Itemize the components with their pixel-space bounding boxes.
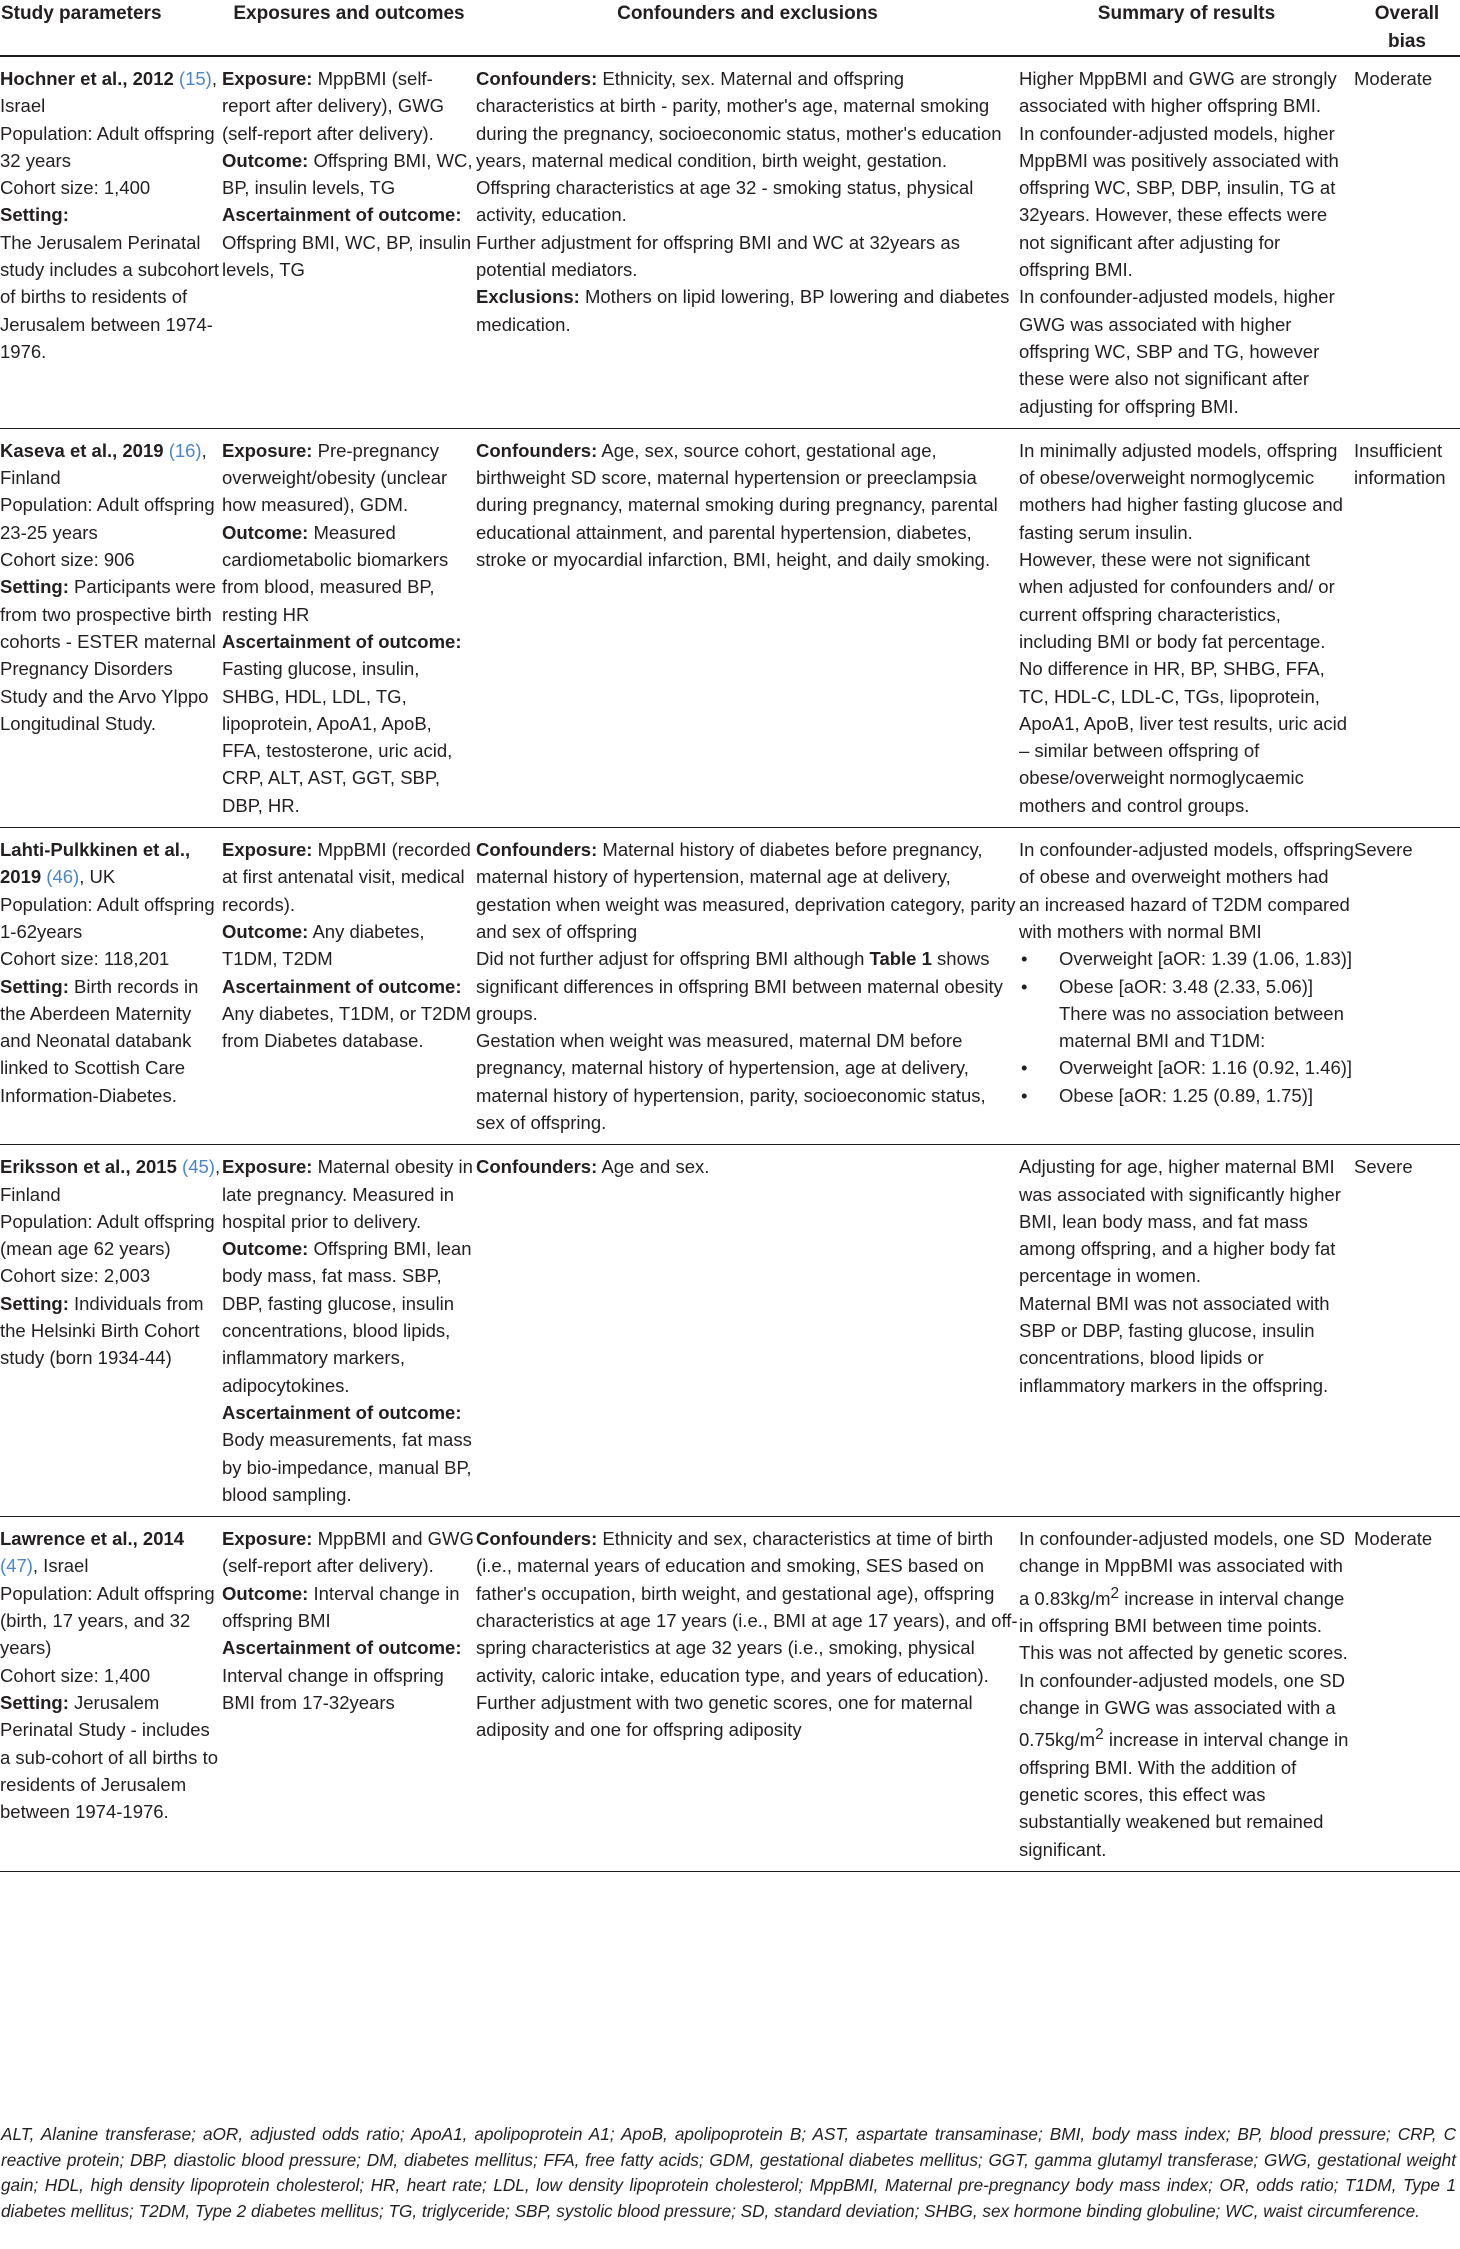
study-cohort: Cohort size: 1,400 [0,1664,151,1686]
study-location: , UK [79,866,116,888]
outcome-text: Offspring BMI, lean body mass, fat mass. SBP, DBP, fasting glucose, insulin concentrations, blood lipids, inflammatory markers, adipocytokines. [222,1238,472,1396]
study-location: , Finland [0,439,207,489]
confounders-note-end: shows significant differences in offspring BMI between maternal obesity groups. [476,948,1003,1024]
summary-cell [1019,1517,1354,1872]
outcome-text: Measured cardiometabolic biomarkers from blood, measured BP, resting HR [222,521,449,625]
exposure-cell [222,56,476,428]
study-population: Population: Adult offspring (mean age 62 years) [0,1210,215,1260]
study-parameters-cell [0,56,222,428]
exclusions-text: Mothers on lipid lowering, BP lowering and diabetes medication. [476,286,1010,335]
summary-paragraph: There was no association between maternal BMI and T1DM: [1059,1002,1344,1052]
confounders-text: Age, sex, source cohort, gestational age, birthweight SD score, maternal hypertension or preeclampsia during pregnancy, maternal smoking during pregnancy, parental educational attainment, and parental hypertension, diabetes, stroke or myocardial infarction, BMI, height, and daily smoking. [476,439,998,571]
bias-cell: Moderate [1354,1517,1460,1872]
confounders-text: Ethnicity, sex. Maternal and offspring characteristics at birth - parity, mother's age, maternal smoking during the pregnancy, socioeconomic status, mother's education years, maternal medical condition, birth weight, gestation. Offspring characteristics at age 32 - smoking status, physical activity, education. [476,68,1002,226]
exposure-cell [222,1145,476,1517]
confounders-label: Confounders: [476,839,598,861]
summary-paragraph: No difference in HR, BP, SHBG, FFA, TC, HDL-C, LDL-C, TGs, lipoprotein, ApoA1, ApoB, liver test results, uric acid – similar between offspring of obese/overweight normoglycaemic mothers and control groups. [1019,658,1348,816]
citation-link[interactable]: (15) [178,68,212,89]
citation-link[interactable]: (45) [182,1156,215,1178]
summary-paragraph: However, these were not significant when adjusted for confounders and/ or current offspring characteristics, including BMI or body fat percentage. [1019,549,1335,652]
exposure-text: Maternal obesity in late pregnancy. Measured in hospital prior to delivery. [222,1156,473,1232]
study-location: , Israel [32,1555,89,1577]
study-population: Population: Adult offspring (birth, 17 years, and 32 years) [0,1582,215,1659]
study-setting: Jerusalem Perinatal Study - includes a sub-cohort of all births to residents of Jerusalem between 1974-1976. [0,1691,218,1823]
list-item: • Obese [aOR: 3.48 (2.33, 5.06)] [1019,973,1354,1000]
exposure-label: Exposure: [222,68,313,89]
confounders-text: Age and sex. [597,1156,710,1178]
confounders-label: Confounders: [476,1528,598,1550]
exposure-label: Exposure: [222,439,313,461]
table-row [0,828,1460,1145]
exclusions-label: Exclusions: [476,286,580,308]
ascertainment-label: Ascertainment of outcome: [222,975,462,997]
confounders-extra: Gestation when weight was measured, maternal DM before pregnancy, maternal history of hypertension, age at delivery, maternal history of hypertension, parity, socioeconomic status, sex of offspring. [476,1030,986,1133]
summary-paragraph: In confounder-adjusted models, higher GWG was associated with higher offspring WC, SBP and TG, however these were also not significant after adjusting for offspring BMI. [1019,286,1335,417]
header-summary: Summary of results [1019,0,1354,56]
confounders-cell [476,428,1019,827]
summary-cell [1019,56,1354,428]
ascertainment-text: Fasting glucose, insulin, SHBG, HDL, LDL, TG, lipoprotein, ApoA1, ApoB, FFA, testosterone, uric acid, CRP, ALT, AST, GGT, SBP, DBP, HR. [222,658,453,816]
summary-bullet-list [1019,945,1354,1000]
study-location: , Israel [0,68,217,117]
setting-label: Setting: [0,204,69,226]
exposure-cell [222,1517,476,1872]
setting-label: Setting: [0,1691,69,1713]
summary-paragraph: In confounder-adjusted models, higher MppBMI was positively associated with offspring WC, SBP, DBP, insulin, TG at 32years. However, these effects were not significant after adjusting for offspring BMI. [1019,122,1339,281]
study-cohort: Cohort size: 906 [0,549,135,571]
table-row [0,56,1460,428]
confounders-label: Confounders: [476,1156,598,1178]
study-author: Kaseva et al., 2019 [0,439,164,461]
summary-paragraph: Adjusting for age, higher maternal BMI was associated with significantly higher BMI, lean body mass, and fat mass among offspring, and a higher body fat percentage in women. [1019,1156,1341,1287]
setting-label: Setting: [0,576,69,598]
table-footnote: ALT, Alanine transferase; aOR, adjusted odds ratio; ApoA1, apolipoprotein A1; ApoB, apolipoprotein B; AST, aspartate transaminase; BMI, body mass index; BP, blood pressure; CRP, C reactive protein; DBP, diastolic blood pressure; DM, diabetes mellitus; FFA, free fatty acids; GDM, gestational diabetes mellitus; GGT, gamma glutamyl transferase; GWG, gestational weight gain; HDL, high density lipoprotein cholesterol; HR, heart rate; LDL, low density lipoprotein cholesterol; MppBMI, Maternal pre-pregnancy body mass index; OR, odds ratio; T1DM, Type 1 diabetes mellitus; T2DM, Type 2 diabetes mellitus; TG, triglyceride; SBP, systolic blood pressure; SD, standard deviation; SHBG, sex hormone binding globuline; WC, waist circumference. [1,2124,1456,2221]
superscript: 2 [1095,1726,1104,1744]
header-overall-bias: Overall bias [1354,0,1460,56]
study-parameters-cell [0,428,222,827]
confounders-text: Maternal history of diabetes before pregnancy, maternal history of hypertension, maternal age at delivery, gestation when weight was measured, deprivation category, parity and sex of offspring [476,839,1016,942]
bias-cell: Severe [1354,1145,1460,1517]
ascertainment-label: Ascertainment of outcome: [222,630,462,652]
table-reference: Table 1 [869,948,932,970]
confounders-label: Confounders: [476,68,598,89]
confounders-cell [476,1517,1019,1872]
study-setting: Birth records in the Aberdeen Maternity and Neonatal databank linked to Scottish Care Information-Diabetes. [0,975,199,1106]
study-author: Lawrence et al., 2014 [0,1528,185,1550]
citation-link[interactable]: (46) [46,866,80,888]
study-population: Population: Adult offspring 32 years [0,122,215,171]
summary-paragraph [1019,1667,1354,1863]
table-row [0,1145,1460,1517]
outcome-label: Outcome: [222,1582,309,1604]
bias-cell: Moderate [1354,56,1460,428]
exposure-cell [222,428,476,827]
header-study-parameters: Study parameters [0,0,222,56]
study-parameters-cell [0,828,222,1145]
outcome-label: Outcome: [222,149,309,171]
study-setting: Individuals from the Helsinki Birth Cohort study (born 1934-44) [0,1292,204,1369]
study-author: Lahti-Pulkkinen et al., 2019 [0,839,191,888]
citation-link[interactable]: (16) [168,439,202,461]
citation-link[interactable]: (47) [0,1555,33,1577]
study-cohort: Cohort size: 2,003 [0,1265,151,1287]
confounders-cell [476,828,1019,1145]
header-confounders: Confounders and exclusions [476,0,1019,56]
exposure-text: Pre-pregnancy overweight/obesity (unclear how measured), GDM. [222,439,448,516]
exposure-text: MppBMI (recorded at first antenatal visit, medical records). [222,839,471,915]
study-parameters-cell [0,1517,222,1872]
superscript: 2 [1110,1584,1120,1602]
table-row [0,1517,1460,1872]
list-item: • Obese [aOR: 1.25 (0.89, 1.75)] [1019,1082,1354,1109]
header-exposures-outcomes: Exposures and outcomes [222,0,476,56]
outcome-label: Outcome: [222,521,309,543]
summary-text: In confounder-adjusted models, one SD change in MppBMI was associated with a 0.83kg/m [1019,1528,1346,1609]
summary-text: increase in interval change in offspring BMI. With the addition of genetic scores, this effect was substantially weakened but remained significant. [1019,1729,1349,1860]
summary-text: increase in interval change in offspring BMI between time points. This was not affected by genetic scores. [1019,1587,1348,1664]
summary-cell [1019,428,1354,827]
outcome-text: Interval change in offspring BMI [222,1582,460,1632]
ascertainment-text: Offspring BMI, WC, BP, insulin levels, TG [222,231,472,281]
bias-cell: Severe [1354,828,1460,1145]
setting-label: Setting: [0,975,69,997]
bias-cell: Insufficient information [1354,428,1460,827]
confounders-label: Confounders: [476,439,598,461]
exposure-text: MppBMI and GWG (self-report after delivery). [222,1528,474,1577]
summary-text: In confounder-adjusted models, one SD change in GWG was associated with a 0.75kg/m [1019,1669,1346,1751]
study-setting: Participants were from two prospective birth cohorts - ESTER maternal Pregnancy Disorders Study and the Arvo Ylppo Longitudinal Study. [0,576,216,734]
summary-paragraph: Higher MppBMI and GWG are strongly associated with higher offspring BMI. [1019,68,1337,117]
confounders-cell [476,1145,1019,1517]
study-author: Hochner et al., 2012 [0,68,174,89]
confounders-extra: Further adjustment for offspring BMI and WC at 32years as potential mediators. [476,231,960,281]
list-item: • Overweight [aOR: 1.39 (1.06, 1.83)] [1019,945,1354,972]
ascertainment-label: Ascertainment of outcome: [222,204,462,226]
summary-cell [1019,828,1354,1145]
ascertainment-label: Ascertainment of outcome: [222,1637,462,1659]
summary-paragraph [1019,1525,1354,1667]
confounders-note: Did not further adjust for offspring BMI although [476,948,870,970]
table-header-row [0,0,1460,56]
outcome-label: Outcome: [222,920,309,942]
study-location: , Finland [0,1156,221,1205]
summary-paragraph: In minimally adjusted models, offspring of obese/overweight normoglycemic mothers had higher fasting glucose and fasting serum insulin. [1019,439,1343,543]
study-author: Eriksson et al., 2015 [0,1156,177,1178]
summary-cell [1019,1145,1354,1517]
outcome-text: Any diabetes, T1DM, T2DM [222,920,425,970]
exposure-text: MppBMI (self-report after delivery), GWG (self-report after delivery). [222,68,445,144]
study-cohort: Cohort size: 118,201 [0,948,170,970]
exposure-label: Exposure: [222,1528,313,1550]
list-item: • Overweight [aOR: 1.16 (0.92, 1.46)] [1019,1054,1354,1081]
table-row [0,428,1460,827]
ascertainment-text: Any diabetes, T1DM, or T2DM from Diabetes database. [222,1002,472,1052]
confounders-cell [476,56,1019,428]
study-parameters-cell [0,1145,222,1517]
study-setting: The Jerusalem Perinatal study includes a subcohort of births to residents of Jerusalem between 1974-1976. [0,231,220,362]
summary-paragraph: In confounder-adjusted models, offspring of obese and overweight mothers had an increased hazard of T2DM compared with mothers with normal BMI [1019,839,1354,942]
confounders-extra: Further adjustment with two genetic scores, one for maternal adiposity and one for offspring adiposity [476,1691,973,1741]
ascertainment-text: Body measurements, fat mass by bio-impedance, manual BP, blood sampling. [222,1429,472,1505]
confounders-text: Ethnicity and sex, characteristics at time of birth (i.e., maternal years of education and smoking, SES based on father's occupation, birth weight, and gestational age), offspring characteristics at age 17 years (i.e., BMI at age 17 years), and off- spring characteristics at age 32 years (i.e., smoking, physical activity, caloric intake, education type, and years of education). [476,1528,1018,1686]
study-population: Population: Adult offspring 1-62years [0,893,215,942]
ascertainment-label: Ascertainment of outcome: [222,1401,462,1423]
setting-label: Setting: [0,1292,69,1314]
study-cohort: Cohort size: 1,400 [0,177,151,199]
outcome-text: Offspring BMI, WC, BP, insulin levels, TG [222,149,473,199]
outcome-label: Outcome: [222,1238,309,1260]
exposure-label: Exposure: [222,839,313,861]
exposure-cell [222,828,476,1145]
exposure-label: Exposure: [222,1156,313,1178]
ascertainment-text: Interval change in offspring BMI from 17-32years [222,1664,444,1713]
summary-bullet-list [1019,1054,1354,1109]
study-population: Population: Adult offspring 23-25 years [0,494,215,543]
summary-paragraph: Maternal BMI was not associated with SBP or DBP, fasting glucose, insulin concentrations, blood lipids or inflammatory markers in the offspring. [1019,1292,1330,1396]
